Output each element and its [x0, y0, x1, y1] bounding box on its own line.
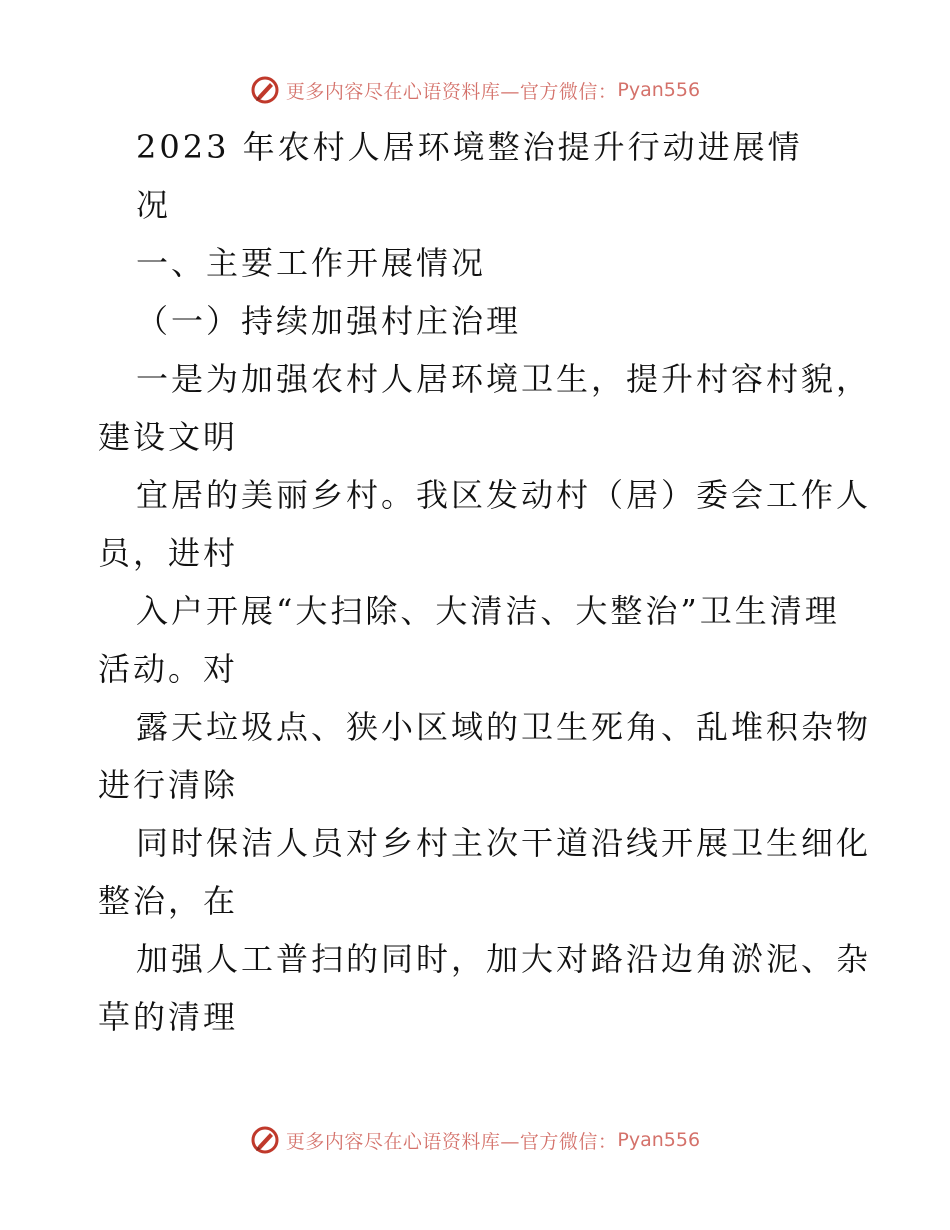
paragraph-line: 入户开展“大扫除、大清洁、大整治”卫生清理	[136, 592, 840, 630]
paragraph-line: 同时保洁人员对乡村主次干道沿线开展卫生细化	[136, 824, 872, 862]
paragraph-line: 整治，在	[98, 882, 239, 920]
paragraph-line: 加强人工普扫的同时，加大对路沿边角淤泥、杂	[136, 940, 872, 978]
watermark-text: 更多内容尽在心语资料库—官方微信：	[285, 80, 618, 103]
section-heading: 一、主要工作开展情况	[136, 244, 487, 282]
header-watermark	[0, 73, 950, 107]
watermark-text: 更多内容尽在心语资料库—官方微信：	[285, 1130, 618, 1153]
document-title-line-1: 2023 年农村人居环境整治提升行动进展情	[136, 128, 803, 166]
pen-logo-icon	[250, 1125, 280, 1155]
paragraph-line: 宜居的美丽乡村。我区发动村（居）委会工作人	[136, 476, 872, 514]
subsection-heading: （一）持续加强村庄治理	[136, 302, 522, 340]
paragraph-line: 进行清除	[98, 766, 239, 804]
document-body	[98, 120, 872, 1048]
watermark-wechat-id: Pyan556	[617, 79, 701, 101]
paragraph-line: 建设文明	[98, 418, 239, 456]
paragraph-line: 草的清理	[98, 998, 239, 1036]
pen-logo-icon	[250, 75, 280, 105]
paragraph-line: 活动。对	[98, 650, 239, 688]
watermark-wechat-id: Pyan556	[617, 1129, 701, 1151]
paragraph-line: 一是为加强农村人居环境卫生，提升村容村貌，	[136, 360, 872, 398]
paragraph-line: 露天垃圾点、狭小区域的卫生死角、乱堆积杂物	[136, 708, 872, 746]
document-title-line-2: 况	[136, 186, 172, 224]
footer-watermark	[0, 1123, 950, 1157]
paragraph-line: 员，进村	[98, 534, 239, 572]
